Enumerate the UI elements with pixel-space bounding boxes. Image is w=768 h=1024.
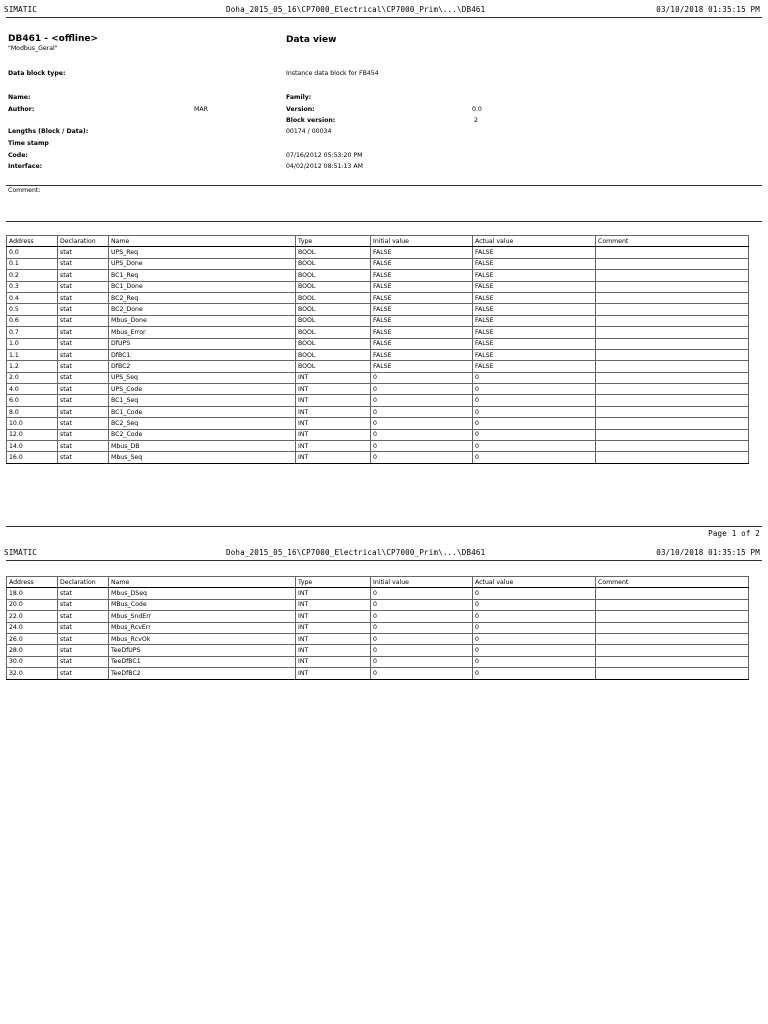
cell-actual-value: 0: [473, 429, 596, 440]
cell-declaration: stat: [58, 406, 109, 417]
cell-declaration: stat: [58, 361, 109, 372]
cell-initial-value: FALSE: [371, 258, 473, 269]
cell-name: BC1_Code: [109, 406, 296, 417]
cell-actual-value: FALSE: [473, 292, 596, 303]
table-header-row: [7, 577, 749, 588]
cell-actual-value: 0: [473, 418, 596, 429]
cell-comment: [596, 441, 749, 452]
cell-declaration: stat: [58, 258, 109, 269]
table-row: [7, 315, 749, 326]
table-row: [7, 247, 749, 258]
cell-initial-value: FALSE: [371, 247, 473, 258]
cell-name: DfBC2: [109, 361, 296, 372]
cell-initial-value: FALSE: [371, 281, 473, 292]
header-brand-page2: SIMATIC: [4, 548, 38, 557]
cell-name: Mbus_RcvOk: [109, 633, 296, 644]
cell-address: 4.0: [7, 384, 58, 395]
data-block-type-label: Data block type:: [8, 70, 66, 77]
cell-name: Mbus_Seq: [109, 452, 296, 463]
column-header-name: Name: [109, 236, 296, 247]
cell-type: BOOL: [296, 247, 371, 258]
cell-declaration: stat: [58, 384, 109, 395]
cell-type: BOOL: [296, 327, 371, 338]
cell-initial-value: 0: [371, 395, 473, 406]
cell-name: TeeDfBC1: [109, 656, 296, 667]
cell-declaration: stat: [58, 315, 109, 326]
cell-address: 8.0: [7, 406, 58, 417]
cell-initial-value: FALSE: [371, 270, 473, 281]
cell-type: INT: [296, 441, 371, 452]
cell-address: 0.3: [7, 281, 58, 292]
cell-comment: [596, 588, 749, 599]
table-row: [7, 452, 749, 463]
cell-address: 26.0: [7, 633, 58, 644]
cell-actual-value: 0: [473, 611, 596, 622]
cell-comment: [596, 292, 749, 303]
cell-comment: [596, 372, 749, 383]
cell-initial-value: 0: [371, 441, 473, 452]
cell-initial-value: 0: [371, 668, 473, 679]
column-header-initial-value: Initial value: [371, 577, 473, 588]
lengths-label: Lengths (Block / Data):: [8, 128, 89, 135]
cell-name: Mbus_Error: [109, 327, 296, 338]
column-header-declaration: Declaration: [58, 577, 109, 588]
column-header-address: Address: [7, 577, 58, 588]
code-label: Code:: [8, 152, 28, 159]
table-row: [7, 622, 749, 633]
cell-comment: [596, 622, 749, 633]
cell-type: INT: [296, 599, 371, 610]
cell-name: Mbus_RcvErr: [109, 622, 296, 633]
cell-address: 22.0: [7, 611, 58, 622]
cell-actual-value: FALSE: [473, 281, 596, 292]
cell-comment: [596, 611, 749, 622]
cell-name: Mbus_SndErr: [109, 611, 296, 622]
cell-type: BOOL: [296, 304, 371, 315]
cell-declaration: stat: [58, 656, 109, 667]
cell-type: INT: [296, 395, 371, 406]
cell-declaration: stat: [58, 599, 109, 610]
table-row: [7, 429, 749, 440]
column-header-initial-value: Initial value: [371, 236, 473, 247]
cell-initial-value: 0: [371, 384, 473, 395]
cell-address: 6.0: [7, 395, 58, 406]
cell-initial-value: 0: [371, 656, 473, 667]
cell-comment: [596, 361, 749, 372]
cell-comment: [596, 327, 749, 338]
table-row: [7, 384, 749, 395]
table-row: [7, 406, 749, 417]
cell-comment: [596, 452, 749, 463]
cell-name: UPS_Done: [109, 258, 296, 269]
cell-declaration: stat: [58, 349, 109, 360]
cell-actual-value: FALSE: [473, 327, 596, 338]
cell-actual-value: FALSE: [473, 270, 596, 281]
table-row: [7, 395, 749, 406]
comment-top-divider: [6, 185, 762, 186]
cell-address: 12.0: [7, 429, 58, 440]
cell-name: BC2_Seq: [109, 418, 296, 429]
cell-comment: [596, 304, 749, 315]
cell-actual-value: 0: [473, 656, 596, 667]
block-version-value: 2: [474, 117, 478, 124]
data-block-type-value: Instance data block for FB454: [286, 70, 379, 77]
column-header-declaration: Declaration: [58, 236, 109, 247]
cell-comment: [596, 270, 749, 281]
table-row: [7, 645, 749, 656]
column-header-comment: Comment: [596, 236, 749, 247]
cell-type: INT: [296, 668, 371, 679]
cell-declaration: stat: [58, 281, 109, 292]
cell-comment: [596, 384, 749, 395]
author-value: MAR: [194, 106, 208, 113]
column-header-actual-value: Actual value: [473, 577, 596, 588]
table-row: [7, 270, 749, 281]
cell-actual-value: 0: [473, 588, 596, 599]
db-subtitle: "Modbus_Geral": [8, 45, 58, 52]
cell-type: INT: [296, 588, 371, 599]
cell-actual-value: 0: [473, 372, 596, 383]
cell-type: BOOL: [296, 338, 371, 349]
page-number: Page 1 of 2: [708, 529, 760, 538]
table-row: [7, 292, 749, 303]
header-brand: SIMATIC: [4, 5, 38, 14]
cell-declaration: stat: [58, 418, 109, 429]
cell-actual-value: 0: [473, 395, 596, 406]
cell-initial-value: 0: [371, 429, 473, 440]
cell-comment: [596, 418, 749, 429]
cell-comment: [596, 656, 749, 667]
table-row: [7, 656, 749, 667]
cell-type: INT: [296, 372, 371, 383]
cell-comment: [596, 349, 749, 360]
cell-address: 28.0: [7, 645, 58, 656]
table-row: [7, 349, 749, 360]
cell-declaration: stat: [58, 292, 109, 303]
cell-name: DfBC1: [109, 349, 296, 360]
table-row: [7, 338, 749, 349]
cell-type: BOOL: [296, 349, 371, 360]
cell-name: BC2_Done: [109, 304, 296, 315]
cell-comment: [596, 633, 749, 644]
cell-initial-value: 0: [371, 406, 473, 417]
cell-address: 0.2: [7, 270, 58, 281]
cell-comment: [596, 645, 749, 656]
cell-address: 16.0: [7, 452, 58, 463]
column-header-address: Address: [7, 236, 58, 247]
cell-type: BOOL: [296, 361, 371, 372]
header-datetime-page2: 03/10/2018 01:35:15 PM: [656, 548, 760, 557]
name-label: Name:: [8, 94, 31, 101]
cell-type: INT: [296, 429, 371, 440]
table-row: [7, 281, 749, 292]
cell-type: INT: [296, 384, 371, 395]
cell-initial-value: FALSE: [371, 292, 473, 303]
cell-initial-value: FALSE: [371, 338, 473, 349]
cell-address: 0.7: [7, 327, 58, 338]
cell-declaration: stat: [58, 622, 109, 633]
cell-initial-value: FALSE: [371, 315, 473, 326]
cell-address: 1.2: [7, 361, 58, 372]
cell-actual-value: 0: [473, 633, 596, 644]
cell-name: TeeDfBC2: [109, 668, 296, 679]
cell-name: UPS_Code: [109, 384, 296, 395]
cell-comment: [596, 406, 749, 417]
cell-address: 20.0: [7, 599, 58, 610]
cell-comment: [596, 315, 749, 326]
column-header-type: Type: [296, 577, 371, 588]
cell-actual-value: 0: [473, 441, 596, 452]
cell-type: BOOL: [296, 292, 371, 303]
cell-address: 2.0: [7, 372, 58, 383]
cell-actual-value: 0: [473, 599, 596, 610]
cell-address: 30.0: [7, 656, 58, 667]
cell-type: BOOL: [296, 270, 371, 281]
table-row: [7, 304, 749, 315]
column-header-actual-value: Actual value: [473, 236, 596, 247]
cell-initial-value: 0: [371, 588, 473, 599]
cell-comment: [596, 599, 749, 610]
cell-type: BOOL: [296, 258, 371, 269]
interface-value: 04/02/2012 08:51:13 AM: [286, 163, 363, 170]
cell-initial-value: FALSE: [371, 304, 473, 315]
cell-address: 1.1: [7, 349, 58, 360]
cell-name: DfUPS: [109, 338, 296, 349]
cell-actual-value: FALSE: [473, 338, 596, 349]
comment-label: Comment:: [8, 187, 41, 194]
cell-initial-value: 0: [371, 645, 473, 656]
code-value: 07/16/2012 05:53:20 PM: [286, 152, 363, 159]
header-datetime: 03/10/2018 01:35:15 PM: [656, 5, 760, 14]
cell-comment: [596, 668, 749, 679]
cell-initial-value: 0: [371, 452, 473, 463]
table-row: [7, 361, 749, 372]
version-label: Version:: [286, 106, 315, 113]
cell-actual-value: 0: [473, 668, 596, 679]
table-row: [7, 599, 749, 610]
header-divider-page2: [6, 560, 762, 561]
view-title: Data view: [286, 35, 337, 45]
author-label: Author:: [8, 106, 35, 113]
cell-actual-value: FALSE: [473, 258, 596, 269]
column-header-name: Name: [109, 577, 296, 588]
cell-declaration: stat: [58, 372, 109, 383]
cell-type: INT: [296, 611, 371, 622]
cell-name: UPS_Seq: [109, 372, 296, 383]
cell-initial-value: 0: [371, 611, 473, 622]
cell-comment: [596, 281, 749, 292]
table-header-row: [7, 236, 749, 247]
table-row: [7, 611, 749, 622]
table-row: [7, 418, 749, 429]
cell-address: 1.0: [7, 338, 58, 349]
cell-address: 10.0: [7, 418, 58, 429]
cell-type: INT: [296, 645, 371, 656]
table-row: [7, 588, 749, 599]
cell-initial-value: 0: [371, 372, 473, 383]
interface-label: Interface:: [8, 163, 43, 170]
table-row: [7, 633, 749, 644]
cell-type: BOOL: [296, 315, 371, 326]
cell-type: INT: [296, 656, 371, 667]
cell-name: BC1_Seq: [109, 395, 296, 406]
cell-comment: [596, 429, 749, 440]
cell-actual-value: 0: [473, 622, 596, 633]
table-row: [7, 441, 749, 452]
cell-declaration: stat: [58, 247, 109, 258]
cell-name: Mbus_DB: [109, 441, 296, 452]
cell-address: 24.0: [7, 622, 58, 633]
cell-declaration: stat: [58, 452, 109, 463]
cell-actual-value: FALSE: [473, 361, 596, 372]
header-path-page2: Doha_2015_05_16\CP7000_Electrical\CP7000_Prim\...\DB461: [226, 548, 486, 557]
cell-actual-value: 0: [473, 384, 596, 395]
cell-address: 0.0: [7, 247, 58, 258]
cell-type: INT: [296, 633, 371, 644]
cell-name: Mbus_DSeq: [109, 588, 296, 599]
cell-name: BC1_Req: [109, 270, 296, 281]
cell-address: 0.4: [7, 292, 58, 303]
column-header-type: Type: [296, 236, 371, 247]
lengths-value: 00174 / 00034: [286, 128, 332, 135]
cell-declaration: stat: [58, 441, 109, 452]
cell-type: INT: [296, 418, 371, 429]
cell-name: Mbus_Done: [109, 315, 296, 326]
cell-declaration: stat: [58, 633, 109, 644]
cell-declaration: stat: [58, 645, 109, 656]
cell-address: 18.0: [7, 588, 58, 599]
cell-actual-value: FALSE: [473, 349, 596, 360]
cell-type: INT: [296, 452, 371, 463]
column-header-comment: Comment: [596, 577, 749, 588]
cell-initial-value: FALSE: [371, 361, 473, 372]
table-row: [7, 668, 749, 679]
cell-address: 0.5: [7, 304, 58, 315]
cell-initial-value: FALSE: [371, 349, 473, 360]
cell-name: UPS_Req: [109, 247, 296, 258]
cell-declaration: stat: [58, 395, 109, 406]
cell-name: BC1_Done: [109, 281, 296, 292]
cell-actual-value: 0: [473, 645, 596, 656]
cell-type: INT: [296, 622, 371, 633]
cell-declaration: stat: [58, 588, 109, 599]
table-row: [7, 372, 749, 383]
cell-address: 32.0: [7, 668, 58, 679]
cell-name: BC2_Code: [109, 429, 296, 440]
table-row: [7, 258, 749, 269]
cell-initial-value: 0: [371, 418, 473, 429]
cell-address: 0.1: [7, 258, 58, 269]
cell-comment: [596, 258, 749, 269]
cell-type: INT: [296, 406, 371, 417]
cell-address: 0.6: [7, 315, 58, 326]
cell-initial-value: 0: [371, 622, 473, 633]
cell-initial-value: FALSE: [371, 327, 473, 338]
header-path: Doha_2015_05_16\CP7000_Electrical\CP7000_Prim\...\DB461: [226, 5, 486, 14]
table-row: [7, 327, 749, 338]
family-label: Family:: [286, 94, 312, 101]
cell-initial-value: 0: [371, 633, 473, 644]
comment-bottom-divider: [6, 221, 762, 222]
header-divider: [6, 17, 762, 18]
cell-name: MBus_Code: [109, 599, 296, 610]
footer-divider: [6, 526, 762, 527]
cell-actual-value: 0: [473, 452, 596, 463]
cell-declaration: stat: [58, 338, 109, 349]
cell-type: BOOL: [296, 281, 371, 292]
db-title: DB461 - <offline>: [8, 34, 99, 44]
cell-declaration: stat: [58, 270, 109, 281]
data-table-page2: [6, 576, 749, 680]
cell-address: 14.0: [7, 441, 58, 452]
cell-declaration: stat: [58, 668, 109, 679]
cell-comment: [596, 338, 749, 349]
block-version-label: Block version:: [286, 117, 336, 124]
cell-comment: [596, 247, 749, 258]
cell-name: TeeDfUPS: [109, 645, 296, 656]
cell-declaration: stat: [58, 429, 109, 440]
cell-declaration: stat: [58, 611, 109, 622]
cell-actual-value: FALSE: [473, 304, 596, 315]
cell-declaration: stat: [58, 304, 109, 315]
cell-actual-value: FALSE: [473, 315, 596, 326]
cell-declaration: stat: [58, 327, 109, 338]
cell-actual-value: 0: [473, 406, 596, 417]
data-table: [6, 235, 749, 464]
cell-comment: [596, 395, 749, 406]
cell-initial-value: 0: [371, 599, 473, 610]
version-value: 0.0: [472, 106, 482, 113]
timestamp-label: Time stamp: [8, 140, 49, 147]
cell-name: BC2_Req: [109, 292, 296, 303]
cell-actual-value: FALSE: [473, 247, 596, 258]
